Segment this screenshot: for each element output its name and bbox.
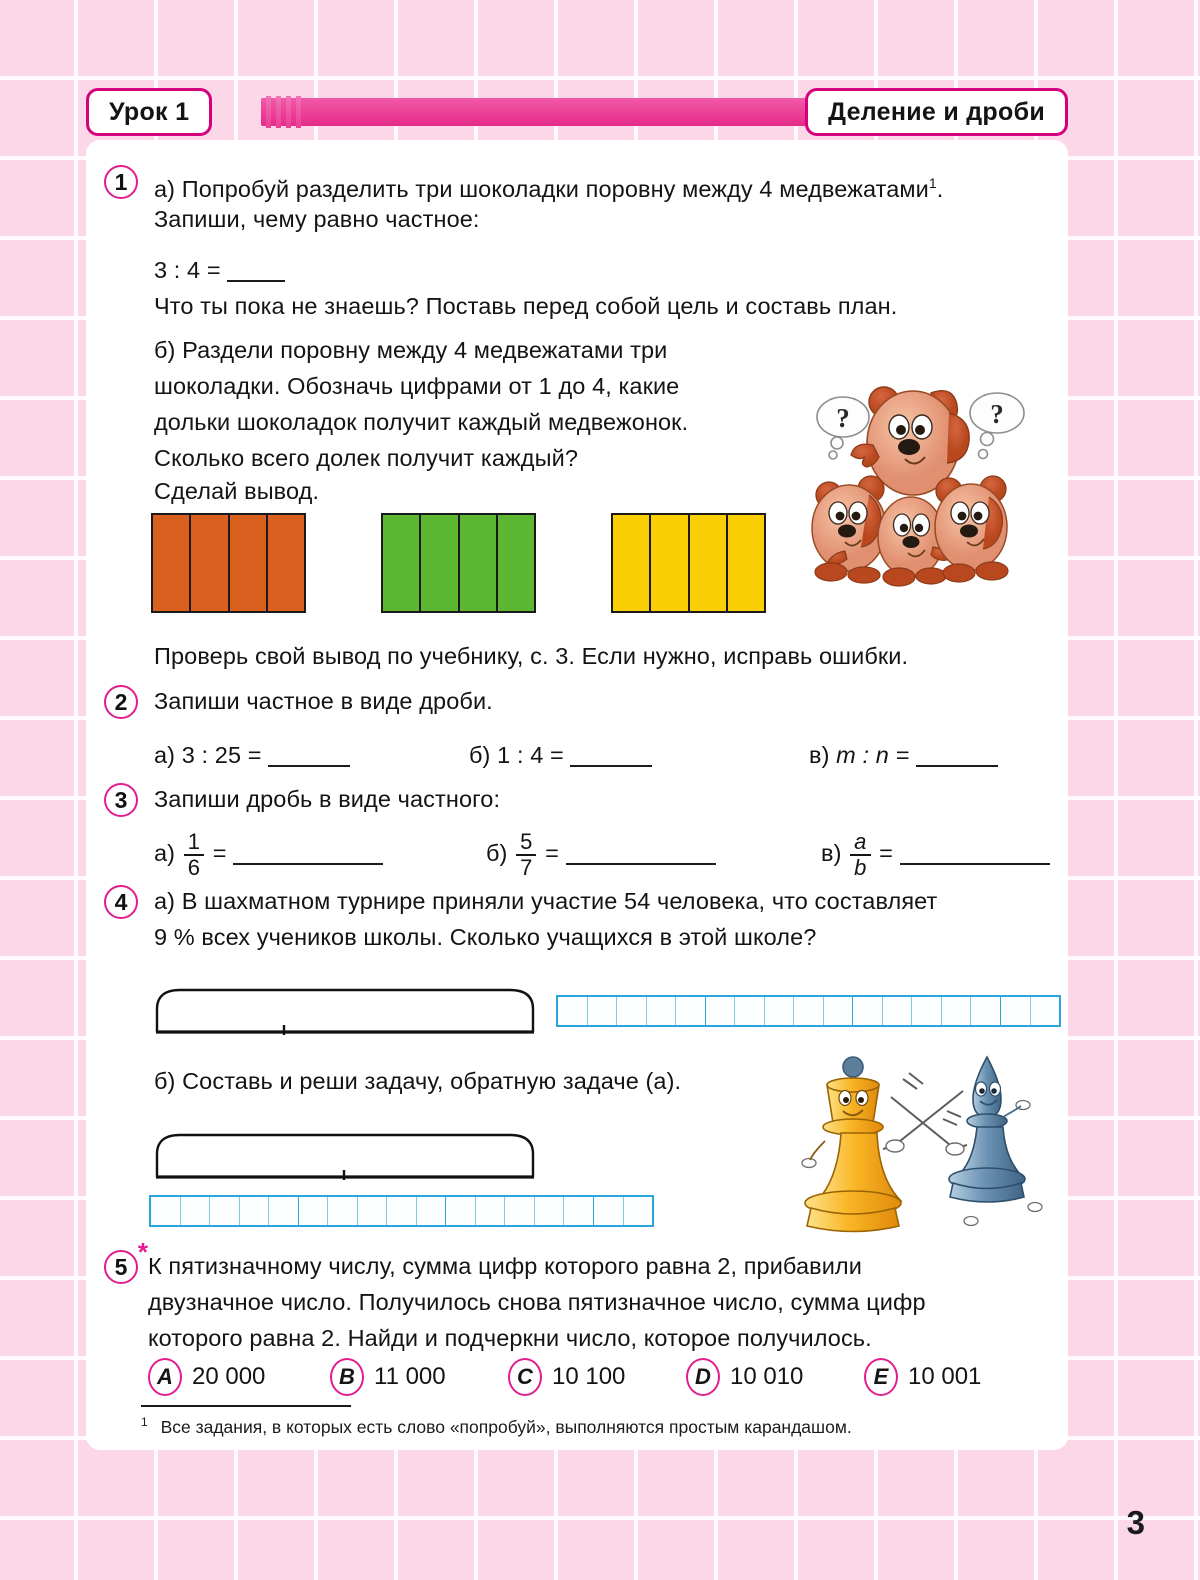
task-3-title <box>154 781 500 817</box>
task-3-item-a-blank[interactable] <box>233 863 383 865</box>
task-3-fraction-c <box>850 830 870 880</box>
task-3-item-a-eq: = <box>212 839 227 866</box>
task-1-part-a-line2-label: Запиши, чему равно частное: <box>154 206 480 232</box>
task-5-option-e-value: 10 001 <box>908 1363 982 1390</box>
task-3-fraction-a <box>184 830 204 880</box>
task-number-3 <box>104 783 138 817</box>
task-3-fraction-c-numerator: a <box>854 829 867 854</box>
footnote <box>141 1415 852 1438</box>
task-4-schema-bracket-a[interactable] <box>154 985 536 1040</box>
task-5-option-c-badge: C <box>508 1358 542 1396</box>
task-5-option-c-value: 10 100 <box>552 1363 626 1390</box>
task-3-title-label: Запиши дробь в виде частного: <box>154 786 501 812</box>
yellow-chocolate-bar[interactable] <box>611 513 766 613</box>
lesson-label: Урок 1 <box>109 97 190 126</box>
task-2-item-b-label: б) <box>469 742 491 768</box>
footnote-marker: 1 <box>141 1415 148 1429</box>
lesson-badge <box>86 88 212 136</box>
task-1-equation-label: 3 : 4 = <box>154 257 221 283</box>
task-1-part-b <box>154 332 794 476</box>
task-4-part-a-line1: а) В шахматном турнире приняли участие 54 человека, что составляет <box>154 888 938 914</box>
task-3-item-b-blank[interactable] <box>566 863 716 865</box>
four-bear-cubs-illustration <box>801 365 1051 595</box>
svg-text:?: ? <box>990 399 1004 429</box>
page-title <box>805 88 1068 136</box>
task-1-check-label: Проверь свой вывод по учебнику, с. 3. Если нужно, исправь ошибки. <box>154 643 909 669</box>
task-2-item-a-label: а) <box>154 742 176 768</box>
task-1-conclusion-label: Сделай вывод. <box>154 478 320 504</box>
footnote-rule <box>141 1405 351 1407</box>
task-5-option-a[interactable] <box>148 1358 330 1396</box>
footnote-text: Все задания, в которых есть слово «попробуй», выполняются простым карандашом. <box>160 1416 852 1437</box>
task-2-item-b-blank[interactable] <box>570 765 652 767</box>
task-2-title-label: Запиши частное в виде дроби. <box>154 688 493 714</box>
task-4-part-b-label: б) Составь и реши задачу, обратную задаче (а). <box>154 1068 682 1094</box>
orange-chocolate-bar[interactable] <box>151 513 306 613</box>
task-3-fraction-b-numerator: 5 <box>520 829 533 854</box>
task-3-item-a <box>154 830 383 880</box>
task-number-2-label: 2 <box>114 688 128 715</box>
task-5-option-c[interactable] <box>508 1358 686 1396</box>
task-1-part-a-line1: а) Попробуй разделить три шоколадки поровну между 4 медвежатами <box>154 175 929 202</box>
task-5-line2: двузначное число. Получилось снова пятизначное число, сумма цифр <box>148 1289 926 1315</box>
task-1-part-b-line2: шоколадки. Обозначь цифрами от 1 до 4, какие <box>154 373 680 399</box>
task-2-item-a-blank[interactable] <box>268 765 350 767</box>
task-5-text <box>148 1248 1053 1356</box>
task-3-fraction-c-denominator: b <box>850 854 870 880</box>
task-5-option-d-value: 10 010 <box>730 1363 804 1390</box>
task-3-fraction-b <box>516 830 536 880</box>
task-1-part-b-line1: б) Раздели поровну между 4 медвежатами три <box>154 337 668 363</box>
task-2-item-c-expr: m : n = <box>836 742 910 768</box>
task-5-option-d-badge: D <box>686 1358 720 1396</box>
chess-pieces-fencing-illustration <box>791 1045 1056 1235</box>
task-1-part-b-line4: Сколько всего долек получит каждый? <box>154 445 579 471</box>
task-2-item-a <box>154 737 350 773</box>
task-5-option-a-badge: A <box>148 1358 182 1396</box>
task-number-1 <box>104 165 138 199</box>
task-1-part-b-line3: дольки шоколадок получит каждый медвежонок. <box>154 409 689 435</box>
task-2-item-c-label: в) <box>809 742 830 768</box>
task-4-part-a-line2: 9 % всех учеников школы. Сколько учащихся в этой школе? <box>154 924 817 950</box>
task-5-option-b-value: 11 000 <box>374 1363 446 1390</box>
task-5-line3: которого равна 2. Найди и подчеркни число, которое получилось. <box>148 1325 872 1351</box>
task-3-item-b-eq: = <box>545 839 559 866</box>
task-5-option-a-value: 20 000 <box>192 1363 266 1390</box>
task-3-item-c <box>821 830 1050 880</box>
footnote-marker-ref: 1 <box>928 175 937 191</box>
task-number-5-label: 5 <box>114 1253 128 1280</box>
task-1-part-a-line2 <box>154 201 480 237</box>
task-number-4-label: 4 <box>114 888 128 915</box>
task-1-equation <box>154 252 285 288</box>
task-3-item-b <box>486 830 716 880</box>
task-number-4 <box>104 885 138 919</box>
task-1-conclusion <box>154 473 319 509</box>
page-header <box>86 88 1068 136</box>
task-2-item-b <box>469 737 652 773</box>
task-4-part-b <box>154 1063 681 1099</box>
task-5-line1: К пятизначному числу, сумма цифр которого равна 2, прибавили <box>148 1253 862 1279</box>
task-3-fraction-a-denominator: 6 <box>184 854 204 880</box>
task-5-star-icon: * <box>137 1237 148 1267</box>
task-3-item-c-eq: = <box>879 839 893 866</box>
task-1-prompt <box>154 288 897 324</box>
task-5-option-b[interactable] <box>330 1358 508 1396</box>
task-5-option-b-badge: B <box>330 1358 364 1396</box>
task-2-item-c <box>809 737 998 773</box>
task-3-item-b-label: б) <box>486 839 508 866</box>
task-4-answer-grid-a[interactable] <box>556 995 1061 1027</box>
task-number-1-label: 1 <box>114 168 128 195</box>
task-2-item-a-expr: 3 : 25 = <box>181 742 262 768</box>
task-4-part-a <box>154 883 937 955</box>
task-2-item-c-blank[interactable] <box>916 765 998 767</box>
header-ticks <box>266 96 326 128</box>
task-3-fraction-b-denominator: 7 <box>516 854 536 880</box>
task-1-prompt-label: Что ты пока не знаешь? Поставь перед собой цель и составь план. <box>154 293 898 319</box>
worksheet-sheet <box>86 140 1068 1450</box>
task-3-item-c-blank[interactable] <box>900 863 1050 865</box>
page-title-label: Деление и дроби <box>828 97 1045 126</box>
task-5-option-e[interactable] <box>864 1358 981 1396</box>
task-5-options <box>148 1358 1053 1396</box>
task-3-item-c-label: в) <box>821 839 842 866</box>
task-2-title <box>154 683 493 719</box>
page-number: 3 <box>1126 1504 1145 1541</box>
task-5-option-d[interactable] <box>686 1358 864 1396</box>
task-2-item-b-expr: 1 : 4 = <box>497 742 564 768</box>
svg-text:?: ? <box>836 403 850 433</box>
task-5-option-e-badge: E <box>864 1358 898 1396</box>
task-number-3-label: 3 <box>114 786 128 813</box>
task-3-item-a-label: а) <box>154 839 176 866</box>
task-number-5 <box>104 1237 148 1284</box>
task-4-answer-grid-b[interactable] <box>149 1195 654 1227</box>
task-number-2 <box>104 685 138 719</box>
green-chocolate-bar[interactable] <box>381 513 536 613</box>
task-1-check <box>154 638 908 674</box>
task-3-fraction-a-numerator: 1 <box>187 829 201 854</box>
task-1-answer-blank[interactable] <box>227 280 285 282</box>
task-1-part-a-line1-end: . <box>936 175 944 202</box>
task-4-schema-bracket-b[interactable] <box>154 1130 536 1185</box>
